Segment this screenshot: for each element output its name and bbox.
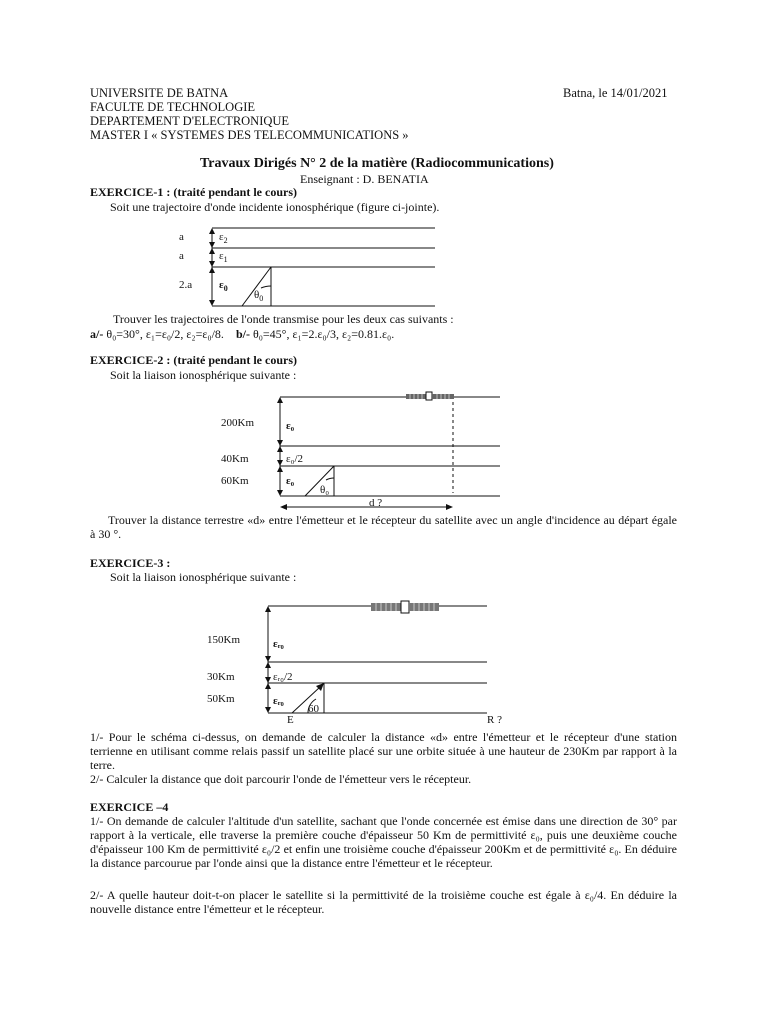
exercise-3-heading: EXERCICE-3 : — [90, 556, 171, 570]
height-30km-label: 30Km — [207, 671, 235, 683]
eps0-half-label: ε₀/2 — [286, 453, 304, 465]
case-b-label: b/- — [235, 327, 250, 341]
eps0-top-label: ε₀ — [286, 420, 294, 432]
layer-a-mid-label: a — [179, 250, 184, 262]
satellite-icon — [371, 601, 439, 613]
exercise-3-intro: Soit la liaison ionosphérique suivante : — [110, 570, 297, 584]
exercise-2-intro: Soit la liaison ionosphérique suivante : — [110, 368, 297, 382]
epsr0-half-label: εᵣ₀/2 — [273, 671, 293, 683]
eps0-label: $\varepsilon_0$ — [219, 279, 228, 293]
exercise-4-heading: EXERCICE –4 — [90, 800, 169, 814]
eps2-label: $\varepsilon_2$ — [219, 231, 228, 245]
epsr0-bottom-label: εᵣ₀ — [273, 695, 284, 707]
eps0-bottom-label: ε₀ — [286, 475, 294, 487]
layer-2a-label: 2.a — [179, 279, 193, 291]
faculty-name: FACULTE DE TECHNOLOGIE — [90, 100, 256, 114]
case-a-label: a/- — [90, 327, 104, 341]
exercise-1-intro: Soit une trajectoire d'onde incidente ionosphérique (figure ci-jointe). — [110, 200, 440, 214]
height-50km-label: 50Km — [207, 693, 235, 705]
height-40km-label: 40Km — [221, 453, 249, 465]
exercise-2-heading: EXERCICE-2 : (traité pendant le cours) — [90, 353, 297, 367]
eps1-label: $\varepsilon_1$ — [219, 250, 228, 264]
exercise-2-question: Trouver la distance terrestre «d» entre l'émetteur et le récepteur du satellite avec un angle d'incidence au départ égale à 30 °. — [90, 513, 677, 541]
exercise-1-heading: EXERCICE-1 : (traité pendant le cours) — [90, 185, 297, 199]
page-title: Travaux Dirigés N° 2 de la matière (Radiocommunications) — [200, 156, 554, 171]
place-date: Batna, le 14/01/2021 — [563, 86, 668, 100]
exercise-1-question: Trouver les trajectoires de l'onde transmise pour les deux cas suivants : — [113, 312, 454, 326]
exercise-3-question-2: 2/- Calculer la distance que doit parcourir l'onde de l'émetteur vers le récepteur. — [90, 772, 472, 786]
department-name: DEPARTEMENT D'ELECTRONIQUE — [90, 114, 290, 128]
exercise-4-question-2: 2/- A quelle hauteur doit-t-on placer le satellite si la permittivité de la troisième couche est égale à ε₀/4. En déduire la nouvelle distance entre l'émetteur et le récepteur. — [90, 888, 677, 916]
epsr0-top-label: εᵣ₀ — [273, 638, 284, 650]
theta0-label: θ₀ — [320, 484, 330, 496]
case-b-text: θ₀=45°, ε₁=2.ε₀/3, ε₂=0.81.ε₀. — [252, 327, 395, 341]
distance-d-label: d ? — [369, 497, 383, 509]
emitter-label: E — [287, 714, 294, 726]
exercise-3-question-1: 1/- Pour le schéma ci-dessus, on demande de calculer la distance «d» entre l'émetteur et le récepteur d'une station terrienne en utilisant comme relais passif un satellite placé sur une orbite située à une hauteur de 230Km par rapport à la terre. — [90, 730, 677, 772]
exercise-4-question-1: 1/- On demande de calculer l'altitude d'un satellite, sachant que l'onde concernée est émise dans une direction de 30° par rapport à la verticale, elle traverse la première couche d'épaisseur 50 Km de permittivité ε₀, puis une deuxième couche d'épaisseur 100 Km de permittivité ε₀/2 et enfin une troisième couche d'épaisseur 200Km et de permittivité ε₀. En déduire la distance parcourue par l'onde ainsi que la distance entre l'émetteur et le récepteur. — [90, 814, 677, 870]
height-200km-label: 200Km — [221, 417, 254, 429]
master-name: MASTER I « SYSTEMES DES TELECOMMUNICATIONS » — [90, 128, 409, 142]
receiver-label: R ? — [487, 714, 502, 726]
layer-a-top-label: a — [179, 231, 184, 243]
height-150km-label: 150Km — [207, 634, 240, 646]
university-name: UNIVERSITE DE BATNA — [90, 86, 229, 100]
teacher-name: Enseignant : D. BENATIA — [300, 172, 429, 186]
theta0-label: $\theta_0$ — [254, 289, 264, 303]
angle-60-label: 60 — [308, 703, 319, 715]
height-60km-label: 60Km — [221, 475, 249, 487]
case-a-text: θ₀=30°, ε₁=ε₀/2, ε₂=ε₀/8. — [106, 327, 224, 341]
